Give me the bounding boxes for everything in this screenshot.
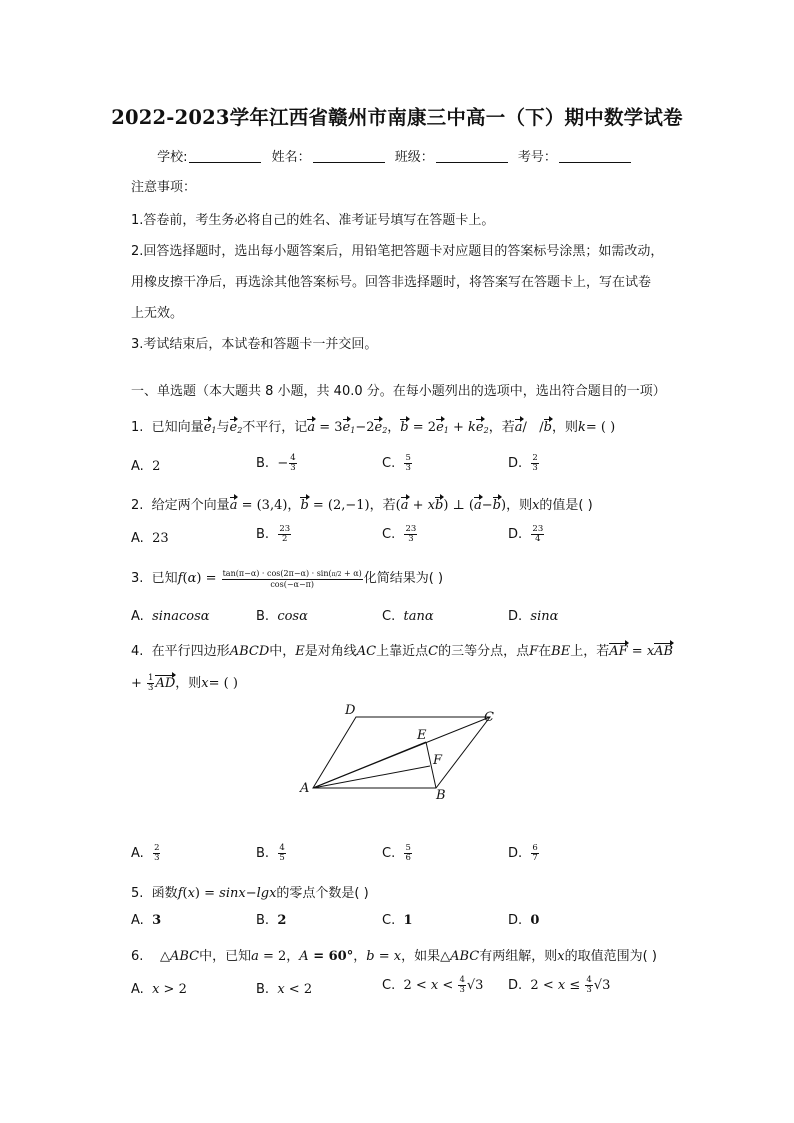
section-heading: 一、单选题（本大题共 8 小题，共 40.0 分。在每小题列出的选项中，选出符合题目的一项） <box>131 384 666 399</box>
name-blank <box>313 150 385 163</box>
label-f: F <box>433 753 443 768</box>
q2-option-a[interactable]: A. 23 <box>131 531 169 546</box>
segment-ae <box>313 742 426 788</box>
notes-item-1: 1.答卷前，考生务必将自己的姓名、准考证号填写在答题卡上。 <box>131 213 495 228</box>
notes-item-2: 2.回答选择题时，选出每小题答案后，用铅笔把答题卡对应题目的答案标号涂黑；如需改动， <box>131 244 664 259</box>
q1-option-b[interactable]: B. − $\frac{4}{3}$ <box>256 453 296 473</box>
label-b: B <box>436 788 446 803</box>
q3-option-c[interactable]: C. tanα <box>382 609 434 624</box>
q4-option-d[interactable]: D. $\frac{6}{7}$ <box>508 843 538 863</box>
label-d: D <box>345 703 356 718</box>
class-label: 班级： <box>394 150 434 165</box>
notes-item-2-cont: 用橡皮擦干净后，再选涂其他答案标号。回答非选择题时，将答案写在答题卡上，写在试卷 <box>131 275 652 290</box>
question-number: 1. <box>131 420 144 435</box>
question-5: 5. 函数f(x) = sinx−lgx的零点个数是( ) <box>131 886 369 901</box>
q5-option-b[interactable]: B. 2 <box>256 913 287 928</box>
q4-option-b[interactable]: B. $\frac{4}{5}$ <box>256 843 285 863</box>
q2-option-c[interactable]: C. $\frac{23}{3}$ <box>382 524 417 544</box>
name-label: 姓名： <box>271 150 311 165</box>
label-e: E <box>417 728 427 743</box>
q6-option-d[interactable]: D. 2 < x ≤ $\frac{4}{3}$ √3 <box>508 975 611 995</box>
q1-option-d[interactable]: D. $\frac{2}{3}$ <box>508 453 538 473</box>
notes-item-3: 3.考试结束后，本试卷和答题卡一并交回。 <box>131 337 378 352</box>
id-label: 考号： <box>517 150 557 165</box>
question-4: 4. 在平行四边形ABCD中，E是对角线AC上靠近点C的三等分点，点F在BE上，若AF = xAB <box>131 644 674 659</box>
q5-option-c[interactable]: C. 1 <box>382 913 413 928</box>
q4-option-c[interactable]: C. $\frac{5}{6}$ <box>382 843 411 863</box>
school-blank <box>189 150 261 163</box>
q2-option-d[interactable]: D. $\frac{23}{4}$ <box>508 524 544 544</box>
q1-option-c[interactable]: C. $\frac{5}{3}$ <box>382 453 411 473</box>
q4-option-a[interactable]: A. $\frac{2}{3}$ <box>131 843 160 863</box>
question-4-cont: + $\frac{1}{3}$ AD，则x= ( ) <box>131 673 238 693</box>
q2-option-b[interactable]: B. $\frac{23}{2}$ <box>256 524 291 544</box>
notes-item-2-end: 上无效。 <box>131 306 184 321</box>
parallelogram-figure <box>295 700 505 805</box>
q3-option-d[interactable]: D. sinα <box>508 609 559 624</box>
school-label: 学校: <box>157 150 188 165</box>
q5-option-d[interactable]: D. 0 <box>508 913 540 928</box>
segment-af <box>313 766 430 788</box>
q3-option-b[interactable]: B. cosα <box>256 609 308 624</box>
q6-option-b[interactable]: B. x < 2 <box>256 982 313 997</box>
question-6: 6. △ABC中，已知a = 2，A = 60°，b = x，如果△ABC有两组解，则x的取值范围为( ) <box>131 949 657 964</box>
student-info-row <box>0 146 794 165</box>
q1-option-a[interactable]: A. 2 <box>131 459 161 474</box>
q5-option-a[interactable]: A. 3 <box>131 913 162 928</box>
question-1: 1. 已知向量$e_1$与$e_2$不平行，记$a = 3e_1-2e_2$，$b = 2e_1 + ke_2$，若a/ /b，则k= ( ) <box>131 420 616 435</box>
page-title: 2022-2023学年江西省赣州市南康三中高一（下）期中数学试卷 <box>111 106 683 129</box>
id-blank <box>559 150 631 163</box>
label-a: A <box>300 781 310 796</box>
question-2: 2. 给定两个向量a = (3,4)，b = (2,−1)，若(a + xb) ⊥ (a−b)，则x的值是( ) <box>131 498 593 513</box>
q6-option-c[interactable]: C. 2 < x < $\frac{4}{3}$ √3 <box>382 975 484 995</box>
question-3: 3. 已知f(α) = $\frac{\tan(\pi-\alpha) \cdot \cos(2\pi-\alpha) \cdot \sin(\pi/2 + \alpha)}{\cos(-\alpha-\pi)}$ 化简结果为( ) <box>131 568 444 589</box>
class-blank <box>436 150 508 163</box>
label-c: C <box>484 710 494 725</box>
notes-heading: 注意事项： <box>131 180 197 195</box>
q3-option-a[interactable]: A. sinacosα <box>131 609 210 624</box>
q6-option-a[interactable]: A. x > 2 <box>131 982 187 997</box>
